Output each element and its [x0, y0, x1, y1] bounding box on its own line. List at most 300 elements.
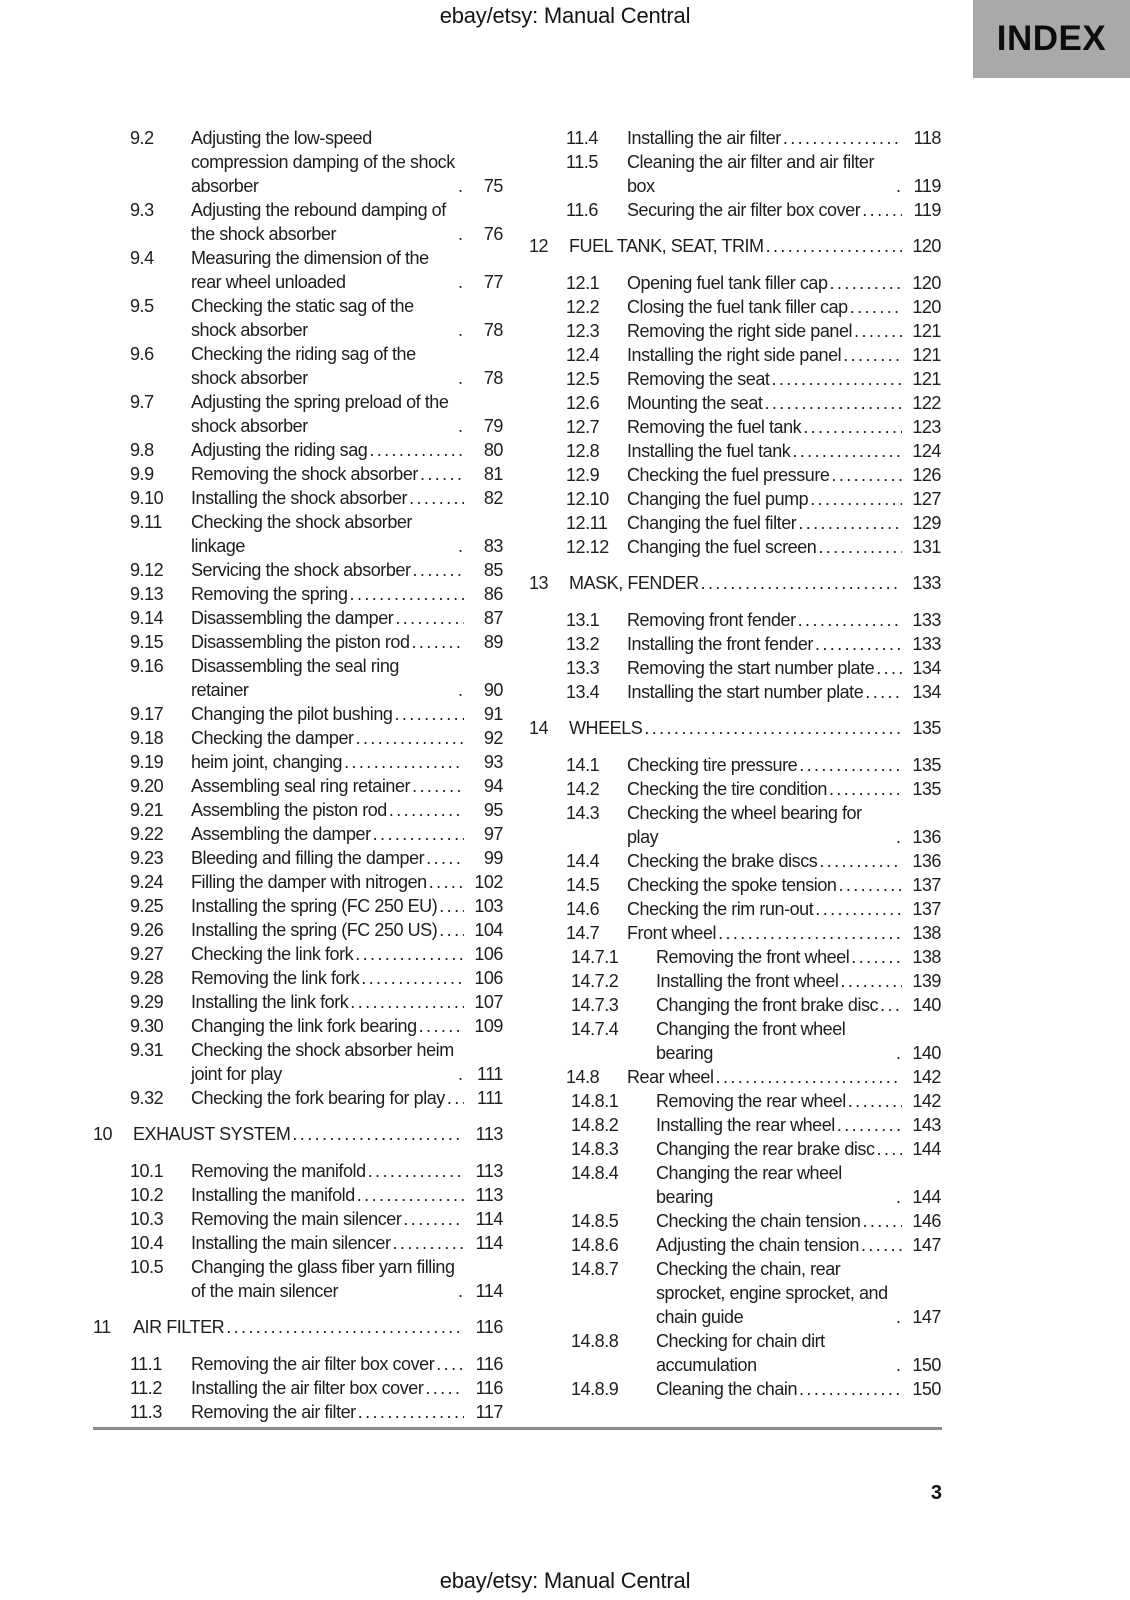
toc-entry-title: Adjusting the low-speed compression damping of the shock absorber: [191, 128, 455, 196]
toc-entry-number: 13.1: [566, 610, 600, 630]
toc-entry-number: 9.8: [130, 440, 154, 460]
toc-entry-number: 14.8.9: [571, 1379, 619, 1399]
toc-entry-number: 9.5: [130, 296, 154, 316]
toc-entry-title: Removing the link fork: [191, 968, 360, 988]
toc-entry-row: [529, 801, 941, 849]
toc-entry-page: 114: [475, 1281, 503, 1301]
toc-entry-row: [93, 510, 503, 558]
toc-entry-row: [93, 486, 503, 510]
toc-entry-row: [529, 632, 941, 656]
toc-entry-number: 9.16: [130, 656, 164, 676]
toc-leader-dots: [389, 798, 464, 822]
toc-entry-row: [529, 367, 941, 391]
toc-leader-dots: [798, 608, 902, 632]
toc-entry-page: 150: [912, 1379, 941, 1399]
toc-entry-number: 13.4: [566, 682, 600, 702]
toc-leader-dots: [458, 270, 464, 294]
toc-entry-number: 10.5: [130, 1257, 164, 1277]
toc-entry-page: 79: [483, 416, 503, 436]
toc-entry-row: [93, 918, 503, 942]
toc-leader-dots: [350, 582, 464, 606]
toc-entry-title: Assembling the damper: [191, 824, 371, 844]
toc-entry-page: 109: [474, 1016, 503, 1036]
toc-entry-row: [93, 606, 503, 630]
toc-leader-dots: [771, 367, 902, 391]
toc-leader-dots: [854, 319, 902, 343]
toc-leader-dots: [226, 1315, 464, 1339]
toc-leader-dots: [799, 753, 902, 777]
toc-entry-number: 14.7.3: [571, 995, 619, 1015]
toc-entry-row: [93, 1014, 503, 1038]
toc-entry-row: [529, 873, 941, 897]
toc-entry-number: 10.1: [130, 1161, 164, 1181]
toc-entry-title: WHEELS: [569, 718, 643, 738]
toc-leader-dots: [896, 1305, 902, 1329]
page-number: 3: [930, 1482, 942, 1504]
toc-entry-number: 9.32: [130, 1088, 164, 1108]
toc-entry-title: Cleaning the air filter and air filter box: [627, 152, 875, 196]
toc-entry-number: 14.1: [566, 755, 600, 775]
toc-entry-row: [93, 198, 503, 246]
toc-leader-dots: [356, 726, 464, 750]
toc-leader-dots: [896, 1353, 902, 1377]
toc-leader-dots: [896, 1041, 902, 1065]
toc-leader-dots: [436, 1352, 464, 1376]
toc-entry-number: 10.3: [130, 1209, 164, 1229]
toc-entry-row: [529, 1329, 941, 1377]
toc-leader-dots: [458, 414, 464, 438]
toc-leader-dots: [815, 632, 902, 656]
toc-entry-page: 82: [483, 488, 503, 508]
toc-leader-dots: [766, 234, 902, 258]
toc-leader-dots: [292, 1122, 464, 1146]
toc-entry-page: 139: [912, 971, 941, 991]
toc-leader-dots: [810, 487, 902, 511]
toc-leader-dots: [426, 846, 464, 870]
toc-entry-row: [93, 774, 503, 798]
toc-entry-number: 12: [529, 236, 549, 256]
toc-entry-title: Removing the seat: [627, 369, 770, 389]
toc-entry-page: 99: [483, 848, 503, 868]
toc-column-left: [93, 126, 503, 1424]
toc-entry-row: [529, 656, 941, 680]
toc-entry-page: 138: [912, 923, 941, 943]
toc-chapter-row: [93, 1122, 503, 1146]
toc-entry-page: 116: [475, 1317, 503, 1337]
toc-entry-page: 135: [912, 779, 941, 799]
toc-leader-dots: [357, 1183, 464, 1207]
toc-leader-dots: [803, 415, 902, 439]
toc-entry-page: 136: [912, 851, 941, 871]
header-title: ebay/etsy: Manual Central: [439, 3, 691, 28]
toc-entry-row: [93, 846, 503, 870]
toc-leader-dots: [358, 1400, 464, 1424]
toc-entry-page: 93: [483, 752, 503, 772]
toc-entry-number: 14.3: [566, 803, 600, 823]
toc-entry-page: 121: [912, 321, 941, 341]
toc-entry-number: 12.4: [566, 345, 600, 365]
toc-entry-row: [93, 1352, 503, 1376]
toc-entry-page: 113: [475, 1124, 503, 1144]
toc-entry-title: Changing the pilot bushing: [191, 704, 393, 724]
toc-leader-dots: [831, 463, 902, 487]
toc-column-right: [529, 126, 941, 1424]
toc-entry-number: 11: [93, 1317, 111, 1337]
toc-entry-title: Checking the spoke tension: [627, 875, 837, 895]
toc-entry-row: [529, 897, 941, 921]
toc-entry-row: [529, 198, 941, 222]
toc-entry-number: 9.15: [130, 632, 164, 652]
toc-entry-title: Installing the front wheel: [656, 971, 839, 991]
toc-entry-title: Removing the start number plate: [627, 658, 875, 678]
toc-entry-number: 9.10: [130, 488, 164, 508]
toc-entry-row: [529, 1113, 941, 1137]
toc-entry-title: Filling the damper with nitrogen: [191, 872, 427, 892]
toc-leader-dots: [783, 126, 902, 150]
toc-entry-title: Removing front fender: [627, 610, 796, 630]
toc-entry-title: Removing the shock absorber: [191, 464, 418, 484]
toc-entry-row: [529, 680, 941, 704]
toc-entry-row: [529, 969, 941, 993]
toc-entry-number: 12.7: [566, 417, 600, 437]
toc-entry-title: Adjusting the spring preload of the shock absorber: [191, 392, 449, 436]
toc-entry-number: 11.6: [566, 200, 598, 220]
toc-entry-row: [529, 993, 941, 1017]
toc-leader-dots: [412, 774, 464, 798]
toc-entry-title: Installing the manifold: [191, 1185, 355, 1205]
toc-leader-dots: [799, 1377, 902, 1401]
toc-entry-number: 11.4: [566, 128, 598, 148]
toc-entry-page: 137: [912, 875, 941, 895]
toc-entry-title: Checking the fuel pressure: [627, 465, 830, 485]
toc-entry-title: Installing the air filter: [627, 128, 781, 148]
toc-entry-page: 78: [483, 320, 503, 340]
toc-entry-title: Checking the chain, rear sprocket, engine sprocket, and chain guide: [656, 1259, 888, 1327]
toc-entry-page: 86: [483, 584, 503, 604]
toc-entry-title: Changing the link fork bearing: [191, 1016, 417, 1036]
toc-entry-title: Checking for chain dirt accumulation: [656, 1331, 825, 1375]
toc-entry-page: 137: [912, 899, 941, 919]
toc-entry-number: 9.17: [130, 704, 164, 724]
toc-entry-title: Removing the air filter: [191, 1402, 356, 1422]
toc-entry-number: 9.3: [130, 200, 154, 220]
toc-entry-title: Installing the start number plate: [627, 682, 864, 702]
toc-entry-page: 119: [913, 176, 941, 196]
toc-leader-dots: [861, 1233, 902, 1257]
toc-entry-number: 9.26: [130, 920, 164, 940]
toc-leader-dots: [815, 897, 902, 921]
toc-entry-row: [93, 342, 503, 390]
toc-entry-number: 13.3: [566, 658, 600, 678]
toc-entry-number: 14: [529, 718, 549, 738]
toc-entry-number: 9.23: [130, 848, 164, 868]
footer-divider: [93, 1427, 942, 1430]
toc-entry-title: Rear wheel: [627, 1067, 714, 1087]
toc-leader-dots: [344, 750, 464, 774]
toc-leader-dots: [369, 438, 464, 462]
toc-entry-title: Changing the front brake disc: [656, 995, 879, 1015]
toc-entry-number: 11.3: [130, 1402, 162, 1422]
toc-leader-dots: [419, 1014, 464, 1038]
toc-entry-number: 9.30: [130, 1016, 164, 1036]
toc-entry-number: 14.8.8: [571, 1331, 619, 1351]
toc-entry-page: 136: [912, 827, 941, 847]
toc-entry-page: 138: [912, 947, 941, 967]
toc-entry-row: [93, 942, 503, 966]
toc-entry-page: 144: [912, 1187, 941, 1207]
toc-entry-page: 129: [912, 513, 941, 533]
toc-entry-number: 12.9: [566, 465, 600, 485]
toc-entry-page: 140: [912, 1043, 941, 1063]
toc-leader-dots: [420, 462, 464, 486]
toc-leader-dots: [716, 1065, 902, 1089]
toc-entry-row: [529, 271, 941, 295]
toc-entry-number: 14.8: [566, 1067, 600, 1087]
toc-entry-title: Adjusting the riding sag: [191, 440, 368, 460]
toc-entry-number: 10: [93, 1124, 113, 1144]
toc-entry-row: [529, 608, 941, 632]
toc-leader-dots: [373, 822, 464, 846]
toc-chapter-row: [529, 234, 941, 258]
toc-entry-row: [529, 1377, 941, 1401]
toc-entry-row: [529, 535, 941, 559]
toc-entry-title: Front wheel: [627, 923, 717, 943]
toc-entry-title: EXHAUST SYSTEM: [133, 1124, 291, 1144]
toc-entry-number: 13: [529, 573, 549, 593]
toc-entry-title: MASK, FENDER: [569, 573, 699, 593]
toc-entry-number: 9.28: [130, 968, 164, 988]
toc-entry-number: 14.5: [566, 875, 600, 895]
toc-leader-dots: [393, 1231, 464, 1255]
toc-entry-page: 120: [912, 273, 941, 293]
toc-entry-row: [529, 1017, 941, 1065]
toc-entry-number: 9.20: [130, 776, 164, 796]
toc-entry-row: [93, 1159, 503, 1183]
toc-leader-dots: [644, 716, 902, 740]
toc-entry-number: 14.6: [566, 899, 600, 919]
toc-entry-title: Installing the front fender: [627, 634, 813, 654]
toc-leader-dots: [818, 535, 902, 559]
toc-leader-dots: [368, 1159, 464, 1183]
toc-leader-dots: [851, 945, 902, 969]
toc-entry-number: 13.2: [566, 634, 600, 654]
toc-entry-page: 83: [483, 536, 503, 556]
toc-leader-dots: [865, 680, 902, 704]
toc-entry-page: 103: [474, 896, 503, 916]
toc-entry-row: [529, 1089, 941, 1113]
toc-entry-number: 14.7.2: [571, 971, 619, 991]
toc-entry-title: Installing the air filter box cover: [191, 1378, 424, 1398]
toc-entry-number: 9.29: [130, 992, 164, 1012]
toc-entry-page: 75: [483, 176, 503, 196]
toc-entry-page: 113: [475, 1161, 503, 1181]
toc-entry-row: [93, 1400, 503, 1424]
toc-leader-dots: [425, 1376, 464, 1400]
toc-entry-title: Changing the rear wheel bearing: [656, 1163, 842, 1207]
index-tab: [973, 0, 1130, 78]
toc-entry-page: 143: [912, 1115, 941, 1135]
toc-entry-title: Removing the right side panel: [627, 321, 853, 341]
toc-entry-page: 85: [483, 560, 503, 580]
toc-entry-row: [93, 438, 503, 462]
toc-entry-number: 14.8.7: [571, 1259, 619, 1279]
toc-entry-number: 9.9: [130, 464, 154, 484]
index-tab-label: INDEX: [996, 19, 1107, 58]
toc-leader-dots: [896, 174, 902, 198]
toc-entry-row: [529, 753, 941, 777]
toc-entry-row: [93, 966, 503, 990]
toc-entry-title: Measuring the dimension of the rear wheel unloaded: [191, 248, 429, 292]
toc-entry-title: Installing the fuel tank: [627, 441, 791, 461]
toc-entry-page: 77: [483, 272, 503, 292]
toc-entry-number: 14.4: [566, 851, 600, 871]
toc-leader-dots: [843, 343, 902, 367]
toc-entry-page: 150: [912, 1355, 941, 1375]
toc-entry-number: 9.4: [130, 248, 154, 268]
toc-entry-title: heim joint, changing: [191, 752, 343, 772]
toc-leader-dots: [439, 918, 464, 942]
toc-chapter-row: [93, 1315, 503, 1339]
toc-entry-number: 9.7: [130, 392, 154, 412]
toc-entry-number: 12.1: [566, 273, 600, 293]
toc-entry-number: 14.8.1: [571, 1091, 619, 1111]
toc-entry-title: Checking the brake discs: [627, 851, 818, 871]
toc-entry-title: Removing the main silencer: [191, 1209, 402, 1229]
toc-entry-title: Checking the chain tension: [656, 1211, 861, 1231]
toc-leader-dots: [458, 366, 464, 390]
toc-leader-dots: [458, 678, 464, 702]
toc-entry-page: 89: [483, 632, 503, 652]
toc-entry-page: 90: [483, 680, 503, 700]
toc-leader-dots: [862, 198, 902, 222]
toc-leader-dots: [458, 318, 464, 342]
toc-entry-number: 9.2: [130, 128, 154, 148]
toc-entry-row: [93, 246, 503, 294]
toc-entry-row: [93, 1207, 503, 1231]
toc-leader-dots: [896, 1185, 902, 1209]
toc-entry-number: 12.2: [566, 297, 600, 317]
toc-leader-dots: [830, 271, 902, 295]
toc-entry-row: [93, 1183, 503, 1207]
toc-entry-row: [529, 487, 941, 511]
toc-entry-page: 95: [483, 800, 503, 820]
toc-leader-dots: [458, 534, 464, 558]
toc-entry-row: [529, 319, 941, 343]
toc-entry-row: [93, 750, 503, 774]
toc-entry-number: 12.8: [566, 441, 600, 461]
toc-leader-dots: [764, 391, 902, 415]
toc-entry-row: [93, 1255, 503, 1303]
toc-entry-title: Cleaning the chain: [656, 1379, 798, 1399]
toc-entry-number: 14.7.1: [571, 947, 619, 967]
toc-entry-row: [93, 990, 503, 1014]
toc-entry-number: 9.12: [130, 560, 164, 580]
toc-entry-page: 92: [483, 728, 503, 748]
toc-entry-number: 14.8.3: [571, 1139, 619, 1159]
toc-entry-row: [93, 1086, 503, 1110]
toc-entry-title: Removing the spring: [191, 584, 348, 604]
toc-entry-page: 135: [912, 755, 941, 775]
toc-leader-dots: [829, 777, 902, 801]
toc-entry-title: Checking the damper: [191, 728, 354, 748]
toc-entry-page: 135: [912, 718, 941, 738]
toc-entry-page: 78: [483, 368, 503, 388]
toc-entry-number: 9.31: [130, 1040, 164, 1060]
toc-entry-title: Installing the spring (FC 250 EU): [191, 896, 438, 916]
toc-entry-number: 14.2: [566, 779, 600, 799]
toc-entry-page: 107: [474, 992, 503, 1012]
toc-entry-row: [529, 945, 941, 969]
toc-leader-dots: [701, 571, 902, 595]
toc-entry-number: 12.5: [566, 369, 600, 389]
toc-entry-page: 116: [475, 1378, 503, 1398]
toc-entry-row: [93, 894, 503, 918]
toc-entry-number: 9.24: [130, 872, 164, 892]
toc-entry-number: 10.2: [130, 1185, 164, 1205]
toc-entry-number: 9.11: [130, 512, 162, 532]
toc-entry-title: Checking the static sag of the shock absorber: [191, 296, 414, 340]
toc-entry-row: [93, 558, 503, 582]
toc-leader-dots: [880, 993, 902, 1017]
toc-entry-row: [529, 343, 941, 367]
toc-entry-row: [529, 463, 941, 487]
toc-entry-row: [93, 798, 503, 822]
toc-entry-row: [529, 1257, 941, 1329]
toc-entry-page: 81: [483, 464, 503, 484]
toc-entry-title: Securing the air filter box cover: [627, 200, 861, 220]
toc-leader-dots: [837, 1113, 902, 1137]
toc-entry-title: Closing the fuel tank filler cap: [627, 297, 848, 317]
toc-entry-page: 80: [483, 440, 503, 460]
toc-entry-row: [93, 870, 503, 894]
toc-leader-dots: [896, 825, 902, 849]
toc-entry-page: 142: [912, 1091, 941, 1111]
toc-entry-page: 142: [912, 1067, 941, 1087]
toc-leader-dots: [439, 894, 464, 918]
footer-title: ebay/etsy: Manual Central: [439, 1568, 691, 1593]
toc-entry-title: Removing the manifold: [191, 1161, 366, 1181]
toc-entry-row: [529, 1209, 941, 1233]
toc-entry-row: [529, 391, 941, 415]
toc-entry-page: 140: [912, 995, 941, 1015]
toc-entry-number: 11.5: [566, 152, 598, 172]
toc-entry-title: Removing the front wheel: [656, 947, 850, 967]
toc-entry-page: 133: [912, 573, 941, 593]
toc-leader-dots: [819, 849, 902, 873]
toc-entry-row: [529, 1233, 941, 1257]
toc-entry-page: 122: [912, 393, 941, 413]
toc-entry-title: Bleeding and filling the damper: [191, 848, 425, 868]
toc-leader-dots: [447, 1086, 464, 1110]
toc-entry-row: [529, 849, 941, 873]
toc-entry-row: [93, 390, 503, 438]
toc-entry-page: 102: [474, 872, 503, 892]
toc-entry-number: 9.25: [130, 896, 164, 916]
toc-entry-title: Checking the riding sag of the shock absorber: [191, 344, 416, 388]
toc-entry-title: Installing the rear wheel: [656, 1115, 835, 1135]
toc-entry-title: Checking the wheel bearing for play: [627, 803, 862, 847]
toc-entry-page: 131: [912, 537, 941, 557]
toc-leader-dots: [458, 1062, 464, 1086]
toc-entry-page: 147: [912, 1235, 941, 1255]
toc-chapter-row: [529, 571, 941, 595]
toc-entry-page: 146: [912, 1211, 941, 1231]
toc-entry-number: 11.1: [130, 1354, 162, 1374]
toc-leader-dots: [718, 921, 902, 945]
toc-leader-dots: [862, 1209, 902, 1233]
toc-entry-number: 9.22: [130, 824, 164, 844]
toc-entry-page: 118: [913, 128, 941, 148]
